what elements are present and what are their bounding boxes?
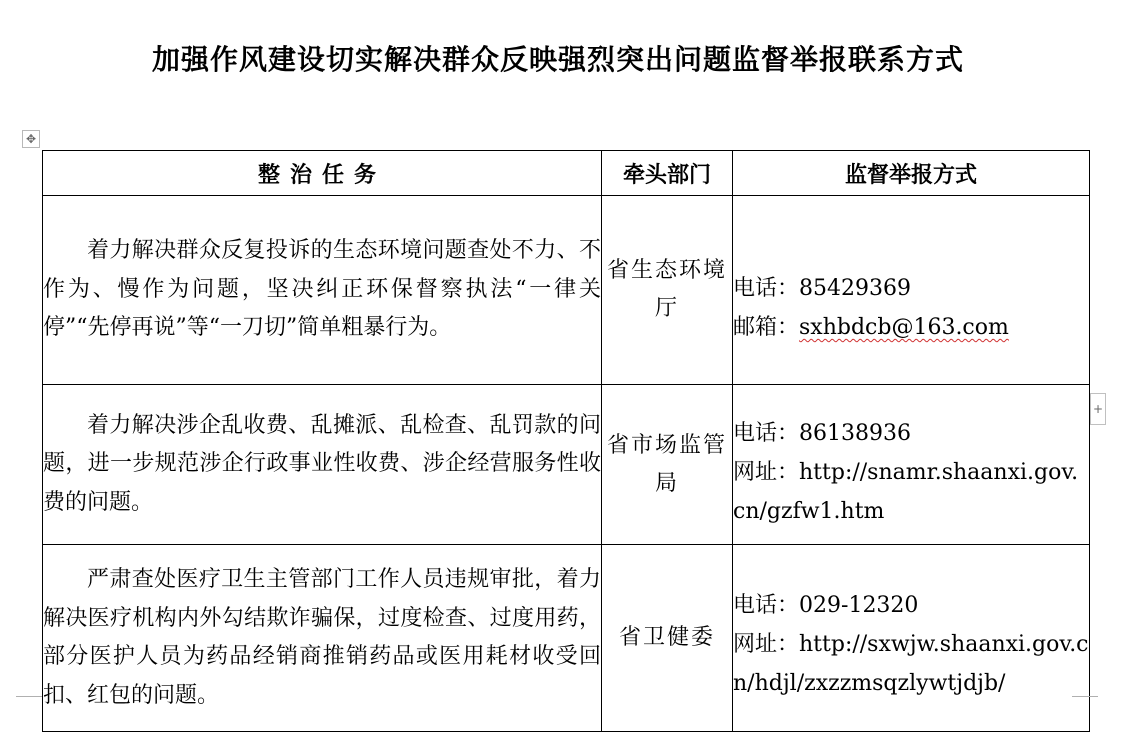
table-row: [43, 385, 1090, 545]
website-line: [733, 625, 1089, 703]
page-corner-mark: [1072, 696, 1098, 703]
phone-number: 029-12320: [799, 592, 919, 618]
table-move-handle-icon[interactable]: ✥: [22, 130, 40, 148]
dept-cell: 省卫健委: [602, 545, 733, 732]
header-task: 整治任务: [43, 151, 602, 196]
phone-line: [733, 586, 1089, 625]
website-label: 网址：: [733, 631, 800, 657]
phone-label: 电话：: [733, 276, 800, 301]
dept-cell: 省市场监管局: [602, 385, 733, 545]
phone-label: 电话：: [733, 421, 800, 446]
phone-number: 85429369: [799, 276, 911, 301]
website-url[interactable]: http://snamr.shaanxi.gov.cn/gzfw1.htm: [733, 460, 1079, 524]
header-contact: 监督举报方式: [733, 151, 1090, 196]
website-url[interactable]: http://sxwjw.shaanxi.gov.cn/hdjl/zxzzmsqzlywtjdjb/: [733, 631, 1089, 696]
email-address[interactable]: sxhbdcb@163.com: [799, 315, 1009, 340]
contact-cell: [733, 545, 1090, 732]
table-row: [43, 545, 1090, 732]
header-dept: 牵头部门: [602, 151, 733, 196]
phone-label: 电话：: [733, 592, 800, 618]
website-label: 网址：: [733, 460, 800, 485]
phone-line: [733, 414, 1089, 453]
phone-line: [733, 269, 1089, 308]
page-corner-mark: [16, 696, 42, 703]
contact-table: [42, 150, 1090, 732]
contact-cell: [733, 196, 1090, 385]
add-column-plus-icon[interactable]: +: [1090, 393, 1106, 425]
dept-cell: 省生态环境厅: [602, 196, 733, 385]
email-label: 邮箱：: [733, 315, 800, 340]
website-line: [733, 453, 1089, 531]
contact-cell: [733, 385, 1090, 545]
email-line: [733, 308, 1089, 347]
task-cell: 着力解决涉企乱收费、乱摊派、乱检查、乱罚款的问题，进一步规范涉企行政事业性收费、涉企经营服务性收费的问题。: [43, 385, 602, 545]
document-title: 加强作风建设切实解决群众反映强烈突出问题监督举报联系方式: [151, 43, 964, 76]
task-cell: 严肃查处医疗卫生主管部门工作人员违规审批，着力解决医疗机构内外勾结欺诈骗保，过度检查、过度用药，部分医护人员为药品经销商推销药品或医用耗材收受回扣、红包的问题。: [43, 545, 602, 732]
table-row: [43, 196, 1090, 385]
phone-number: 86138936: [799, 421, 911, 446]
task-cell: 着力解决群众反复投诉的生态环境问题查处不力、不作为、慢作为问题，坚决纠正环保督察执法“一律关停”“先停再说”等“一刀切”简单粗暴行为。: [43, 196, 602, 385]
table-header-row: [43, 151, 1090, 196]
